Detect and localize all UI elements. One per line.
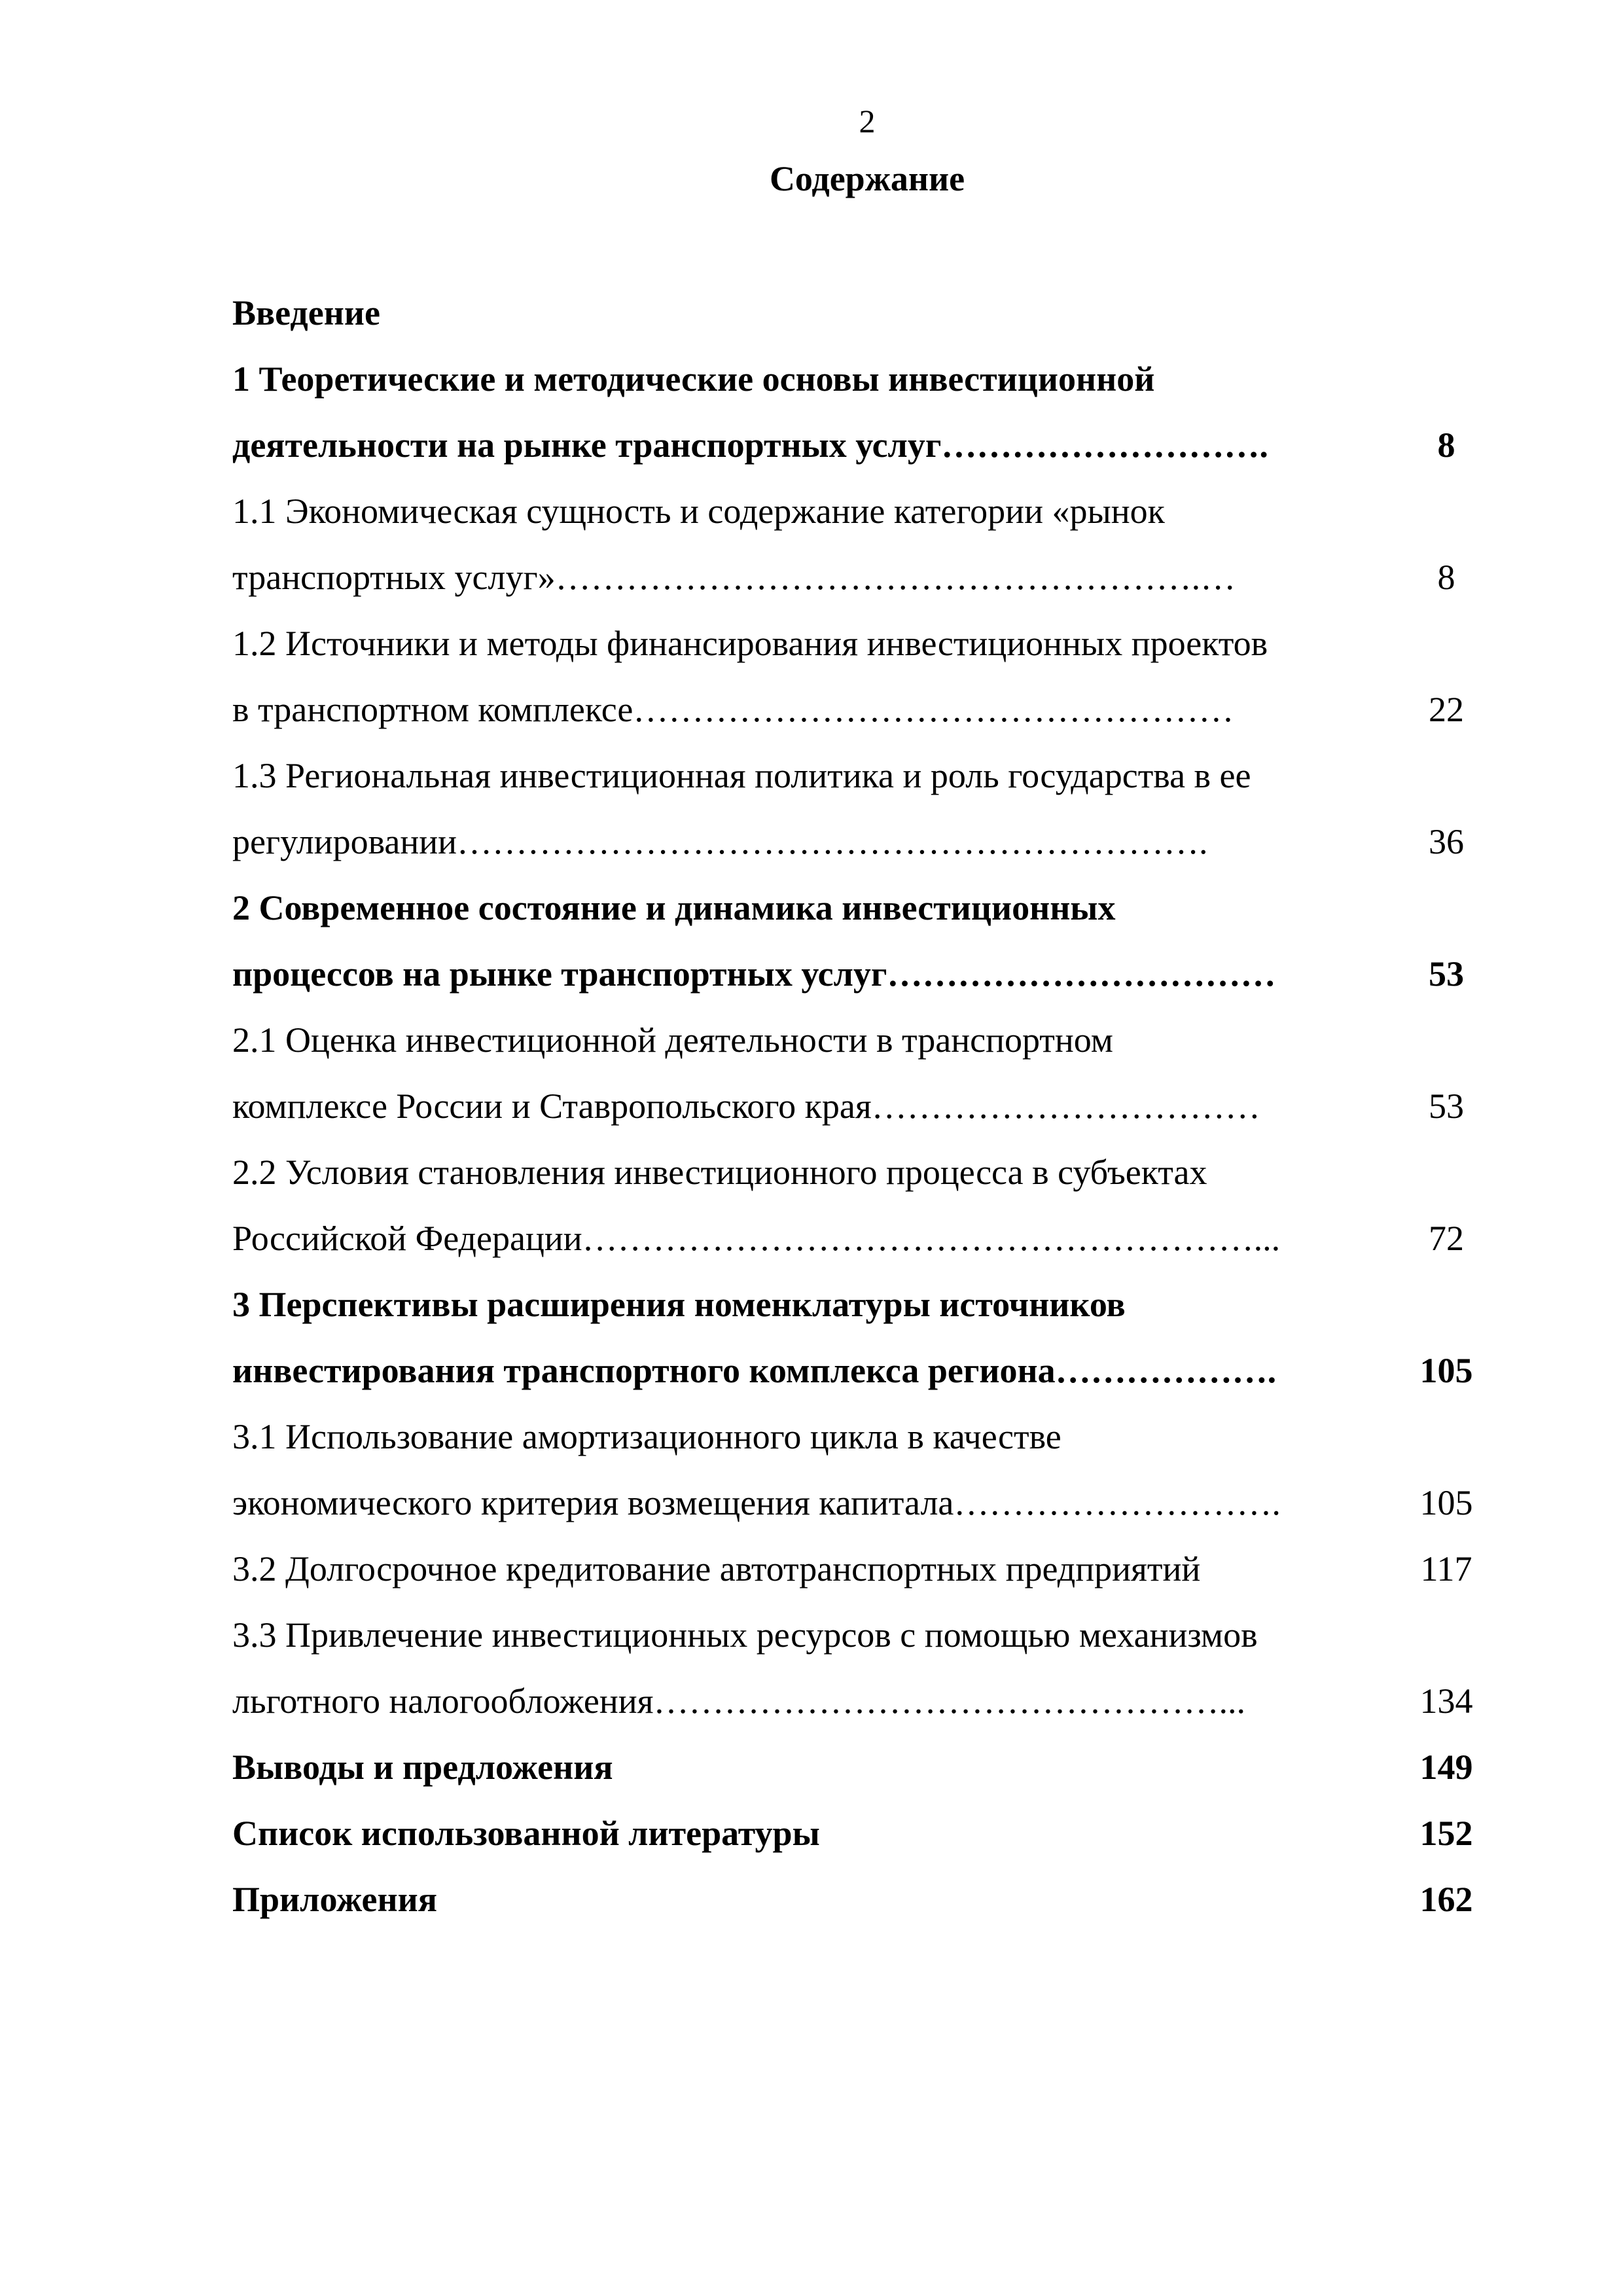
toc-entry-page: 8 bbox=[1437, 425, 1455, 465]
toc-entry-page: 8 bbox=[1437, 558, 1455, 597]
toc-entry bbox=[232, 280, 1508, 346]
toc-entry bbox=[232, 1801, 1508, 1867]
toc-entry bbox=[232, 611, 1508, 677]
toc-entry-page: 162 bbox=[1419, 1880, 1473, 1919]
toc-entry-text: Введение bbox=[232, 293, 380, 332]
toc-entry bbox=[232, 677, 1508, 743]
toc-entry bbox=[232, 478, 1508, 545]
toc-entry-text: 2.1 Оценка инвестиционной деятельности в транспортном bbox=[232, 1020, 1113, 1060]
toc-entry-text: транспортных услуг»……………………………………………….… bbox=[232, 558, 1236, 597]
page-number: 2 bbox=[859, 103, 876, 139]
toc-entry-text: Приложения bbox=[232, 1880, 437, 1919]
toc-entry-page: 22 bbox=[1429, 690, 1464, 729]
toc-entry bbox=[232, 809, 1508, 875]
toc-entry bbox=[232, 1007, 1508, 1073]
toc-entry-text: 2.2 Условия становления инвестиционного процесса в субъектах bbox=[232, 1153, 1207, 1192]
toc-entry-text: 2 Современное состояние и динамика инвестиционных bbox=[232, 888, 1116, 927]
toc-entry bbox=[232, 875, 1508, 941]
toc-entry bbox=[232, 1206, 1508, 1272]
toc-entry-text: деятельности на рынке транспортных услуг………………………. bbox=[232, 425, 1268, 465]
toc-entry-text: Выводы и предложения bbox=[232, 1748, 613, 1787]
toc-entry-page: 134 bbox=[1419, 1681, 1473, 1721]
toc-entry-text: 3.1 Использование амортизационного цикла в качестве bbox=[232, 1417, 1061, 1456]
toc-entry-page: 36 bbox=[1429, 822, 1464, 861]
toc-entry-text: в транспортном комплексе…………………………………………… bbox=[232, 690, 1234, 729]
toc-entry-page: 105 bbox=[1419, 1351, 1473, 1390]
toc-entry-page: 53 bbox=[1429, 1086, 1464, 1126]
toc-entry bbox=[232, 1404, 1508, 1470]
toc-entry-text: процессов на рынке транспортных услуг…………………………… bbox=[232, 954, 1276, 994]
toc-entry bbox=[232, 1272, 1508, 1338]
toc-entry bbox=[232, 1536, 1508, 1602]
toc-entry bbox=[232, 346, 1508, 412]
toc-entry-text: 1.3 Региональная инвестиционная политика и роль государства в ее bbox=[232, 756, 1251, 795]
toc-entry bbox=[232, 1073, 1508, 1139]
toc-entry bbox=[232, 1734, 1508, 1801]
toc-entry-text: Российской Федерации…………………………………………………... bbox=[232, 1219, 1281, 1258]
toc-entry-text: экономического критерия возмещения капитала………………………. bbox=[232, 1483, 1281, 1522]
toc-entry-text: Список использованной литературы bbox=[232, 1814, 820, 1853]
toc-entry bbox=[232, 412, 1508, 478]
toc-entry bbox=[232, 1470, 1508, 1536]
toc-entry-text: 3 Перспективы расширения номенклатуры источников bbox=[232, 1285, 1126, 1324]
toc-entry bbox=[232, 1668, 1508, 1734]
page-title: Содержание bbox=[769, 159, 965, 198]
toc-entry bbox=[232, 1867, 1508, 1933]
toc-entry-text: инвестирования транспортного комплекса региона………………. bbox=[232, 1351, 1277, 1390]
toc-entry-text: 1.2 Источники и методы финансирования инвестиционных проектов bbox=[232, 624, 1268, 663]
toc-entry-text: регулировании………………………………………………………. bbox=[232, 822, 1208, 861]
toc-entry-page: 53 bbox=[1429, 954, 1464, 994]
toc-entry-text: 3.2 Долгосрочное кредитование автотранспортных предприятий bbox=[232, 1549, 1201, 1588]
toc-entry bbox=[232, 1338, 1508, 1404]
toc-entry-page: 149 bbox=[1419, 1748, 1473, 1787]
toc-entry-page: 72 bbox=[1429, 1219, 1464, 1258]
toc-entry-page: 117 bbox=[1420, 1549, 1472, 1588]
toc-entry bbox=[232, 1139, 1508, 1206]
toc-entry-text: 1.1 Экономическая сущность и содержание категории «рынок bbox=[232, 492, 1165, 531]
toc-entry-text: 3.3 Привлечение инвестиционных ресурсов с помощью механизмов bbox=[232, 1615, 1258, 1655]
table-of-contents bbox=[232, 280, 1508, 1933]
toc-entry-text: 1 Теоретические и методические основы инвестиционной bbox=[232, 359, 1155, 399]
toc-entry bbox=[232, 1602, 1508, 1668]
toc-entry-page: 152 bbox=[1419, 1814, 1473, 1853]
toc-entry bbox=[232, 941, 1508, 1007]
toc-entry bbox=[232, 743, 1508, 809]
toc-entry-text: комплексе России и Ставропольского края…………………………… bbox=[232, 1086, 1260, 1126]
toc-entry-text: льготного налогообложения…………………………………………... bbox=[232, 1681, 1245, 1721]
toc-entry-page: 105 bbox=[1419, 1483, 1473, 1522]
toc-entry bbox=[232, 545, 1508, 611]
